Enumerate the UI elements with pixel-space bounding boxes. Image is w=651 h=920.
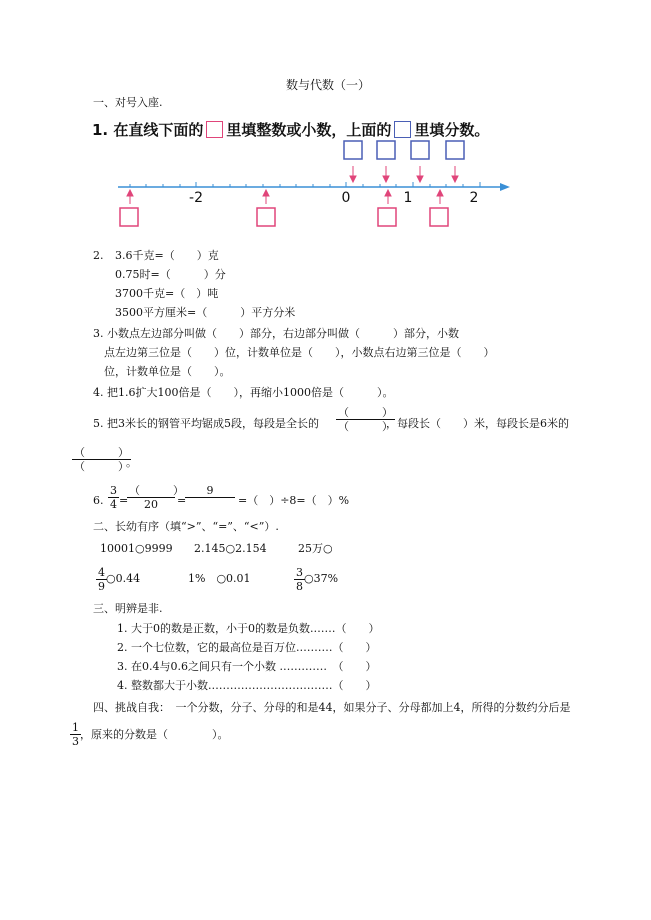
true-false-item-1: 1. 大于0的数是正数，小于0的数是负数.……（ ）	[117, 622, 380, 635]
compare-item-1: 10001○9999	[100, 542, 173, 555]
q1-middle: 里填整数或小数，上面的	[226, 121, 392, 139]
equals-sign: =	[177, 494, 187, 507]
fraction-numerator: 4	[98, 566, 105, 579]
fraction-denominator[interactable]: （ ）	[338, 420, 393, 433]
arrow-up-icon	[127, 190, 133, 196]
q3-line-1: 3. 小数点左边部分叫做（ ）部分，右边部分叫做（ ）部分，小数	[93, 327, 459, 340]
true-false-item-2: 2. 一个七位数，它的最高位是百万位.………（ ）	[117, 641, 377, 654]
fraction-numerator[interactable]: （ ）	[74, 446, 129, 459]
tick-label-1: 1	[403, 190, 413, 206]
fraction-numerator: 3	[296, 566, 303, 579]
number-answer-box-4[interactable]	[430, 208, 448, 226]
compare-item-4: ○0.44	[106, 572, 141, 585]
fraction-answer-box-1[interactable]	[344, 141, 362, 159]
tick-label-neg2: -2	[189, 190, 203, 206]
section-4-line-2: ，原来的分数是（ ）。	[80, 728, 229, 741]
section-3-heading: 三、明辨是非.	[93, 602, 163, 615]
tick-label-0: 0	[341, 190, 351, 206]
blue-answer-box-sample	[394, 121, 411, 138]
number-answer-box-2[interactable]	[257, 208, 275, 226]
q2-line-4: 3500平方厘米=（ ）平方分米	[115, 306, 296, 319]
true-false-item-4: 4. 整数都大于小数.……………………………（ ）	[117, 679, 377, 692]
fraction-denominator: 3	[72, 735, 79, 748]
fraction-denominator: 20	[144, 498, 158, 511]
q5-end: 。	[126, 456, 137, 469]
axis-arrow-icon	[500, 183, 510, 191]
equals-sign: =	[119, 494, 129, 507]
fraction-numerator: 3	[110, 484, 117, 497]
true-false-item-3: 3. 在0.4与0.6之间只有一个小数 .………… （ ）	[117, 660, 377, 673]
fraction-answer-box-2[interactable]	[377, 141, 395, 159]
arrow-up-icon	[263, 190, 269, 196]
q3-line-2: 点左边第三位是（ ）位，计数单位是（ ），小数点右边第三位是（ ）	[104, 346, 495, 359]
q6-label: 6.	[93, 494, 104, 507]
q5-fraction-2	[72, 446, 131, 473]
fraction-numerator[interactable]: （ ）	[129, 484, 184, 497]
q2-label: 2.	[93, 249, 104, 262]
arrow-up-icon	[437, 190, 443, 196]
fraction-denominator: 9	[98, 580, 105, 593]
compare-item-6: ○37%	[304, 572, 339, 585]
section-1-heading: 一、对号入座.	[93, 96, 163, 109]
q6-tail: =（ ）÷8=（ ）%	[238, 494, 350, 507]
q1-suffix: 里填分数。	[414, 121, 490, 139]
number-answer-box-1[interactable]	[120, 208, 138, 226]
q1-prefix: 1. 在直线下面的	[92, 121, 204, 139]
fraction-answer-box-4[interactable]	[446, 141, 464, 159]
q6-fraction-2	[127, 484, 184, 511]
arrow-down-icon	[417, 176, 423, 182]
fraction-numerator: 9	[185, 484, 235, 498]
q2-line-3: 3700千克=（ ）吨	[115, 287, 219, 300]
compare-item-5: 1% ○0.01	[188, 572, 251, 585]
q6-fraction-1	[108, 484, 119, 511]
arrow-up-icon	[385, 190, 391, 196]
q5-part-1: 5. 把3米长的钢管平均锯成5段，每段是全长的	[93, 417, 319, 430]
q1-instruction	[92, 120, 489, 140]
fraction-numerator[interactable]: （ ）	[338, 406, 393, 419]
q3-line-3: 位，计数单位是（ ）。	[104, 365, 231, 378]
compare-item-2: 2.145○2.154	[194, 542, 267, 555]
arrow-down-icon	[383, 176, 389, 182]
fraction-answer-box-3[interactable]	[411, 141, 429, 159]
section-4-line-1: 四、挑战自我： 一个分数，分子、分母的和是44，如果分子、分母都加上4，所得的分数约分后是	[93, 701, 571, 714]
number-answer-box-3[interactable]	[378, 208, 396, 226]
fraction-denominator[interactable]: （ ）	[74, 460, 129, 473]
q2-line-1: 3.6千克=（ ）克	[115, 249, 219, 262]
fraction-denominator: 8	[296, 580, 303, 593]
fraction-numerator: 1	[72, 721, 79, 734]
red-answer-box-sample	[206, 121, 223, 138]
section-2-heading: 二、长幼有序（填“>”、“=”、“<”）.	[93, 520, 279, 533]
tick-label-2: 2	[469, 190, 479, 206]
q5-part-2: ，每段长（ ）米，每段长是6米的	[386, 417, 569, 430]
page-title: 数与代数（一）	[286, 78, 371, 92]
fraction-denominator: 4	[110, 498, 117, 511]
q6-fraction-3	[185, 484, 235, 498]
arrow-down-icon	[452, 176, 458, 182]
number-line-figure	[110, 138, 530, 238]
arrow-down-icon	[350, 176, 356, 182]
q2-line-2: 0.75时=（ ）分	[115, 268, 226, 281]
q4-text: 4. 把1.6扩大100倍是（ ），再缩小1000倍是（ ）。	[93, 386, 394, 399]
compare-item-3: 25万○	[298, 542, 333, 555]
